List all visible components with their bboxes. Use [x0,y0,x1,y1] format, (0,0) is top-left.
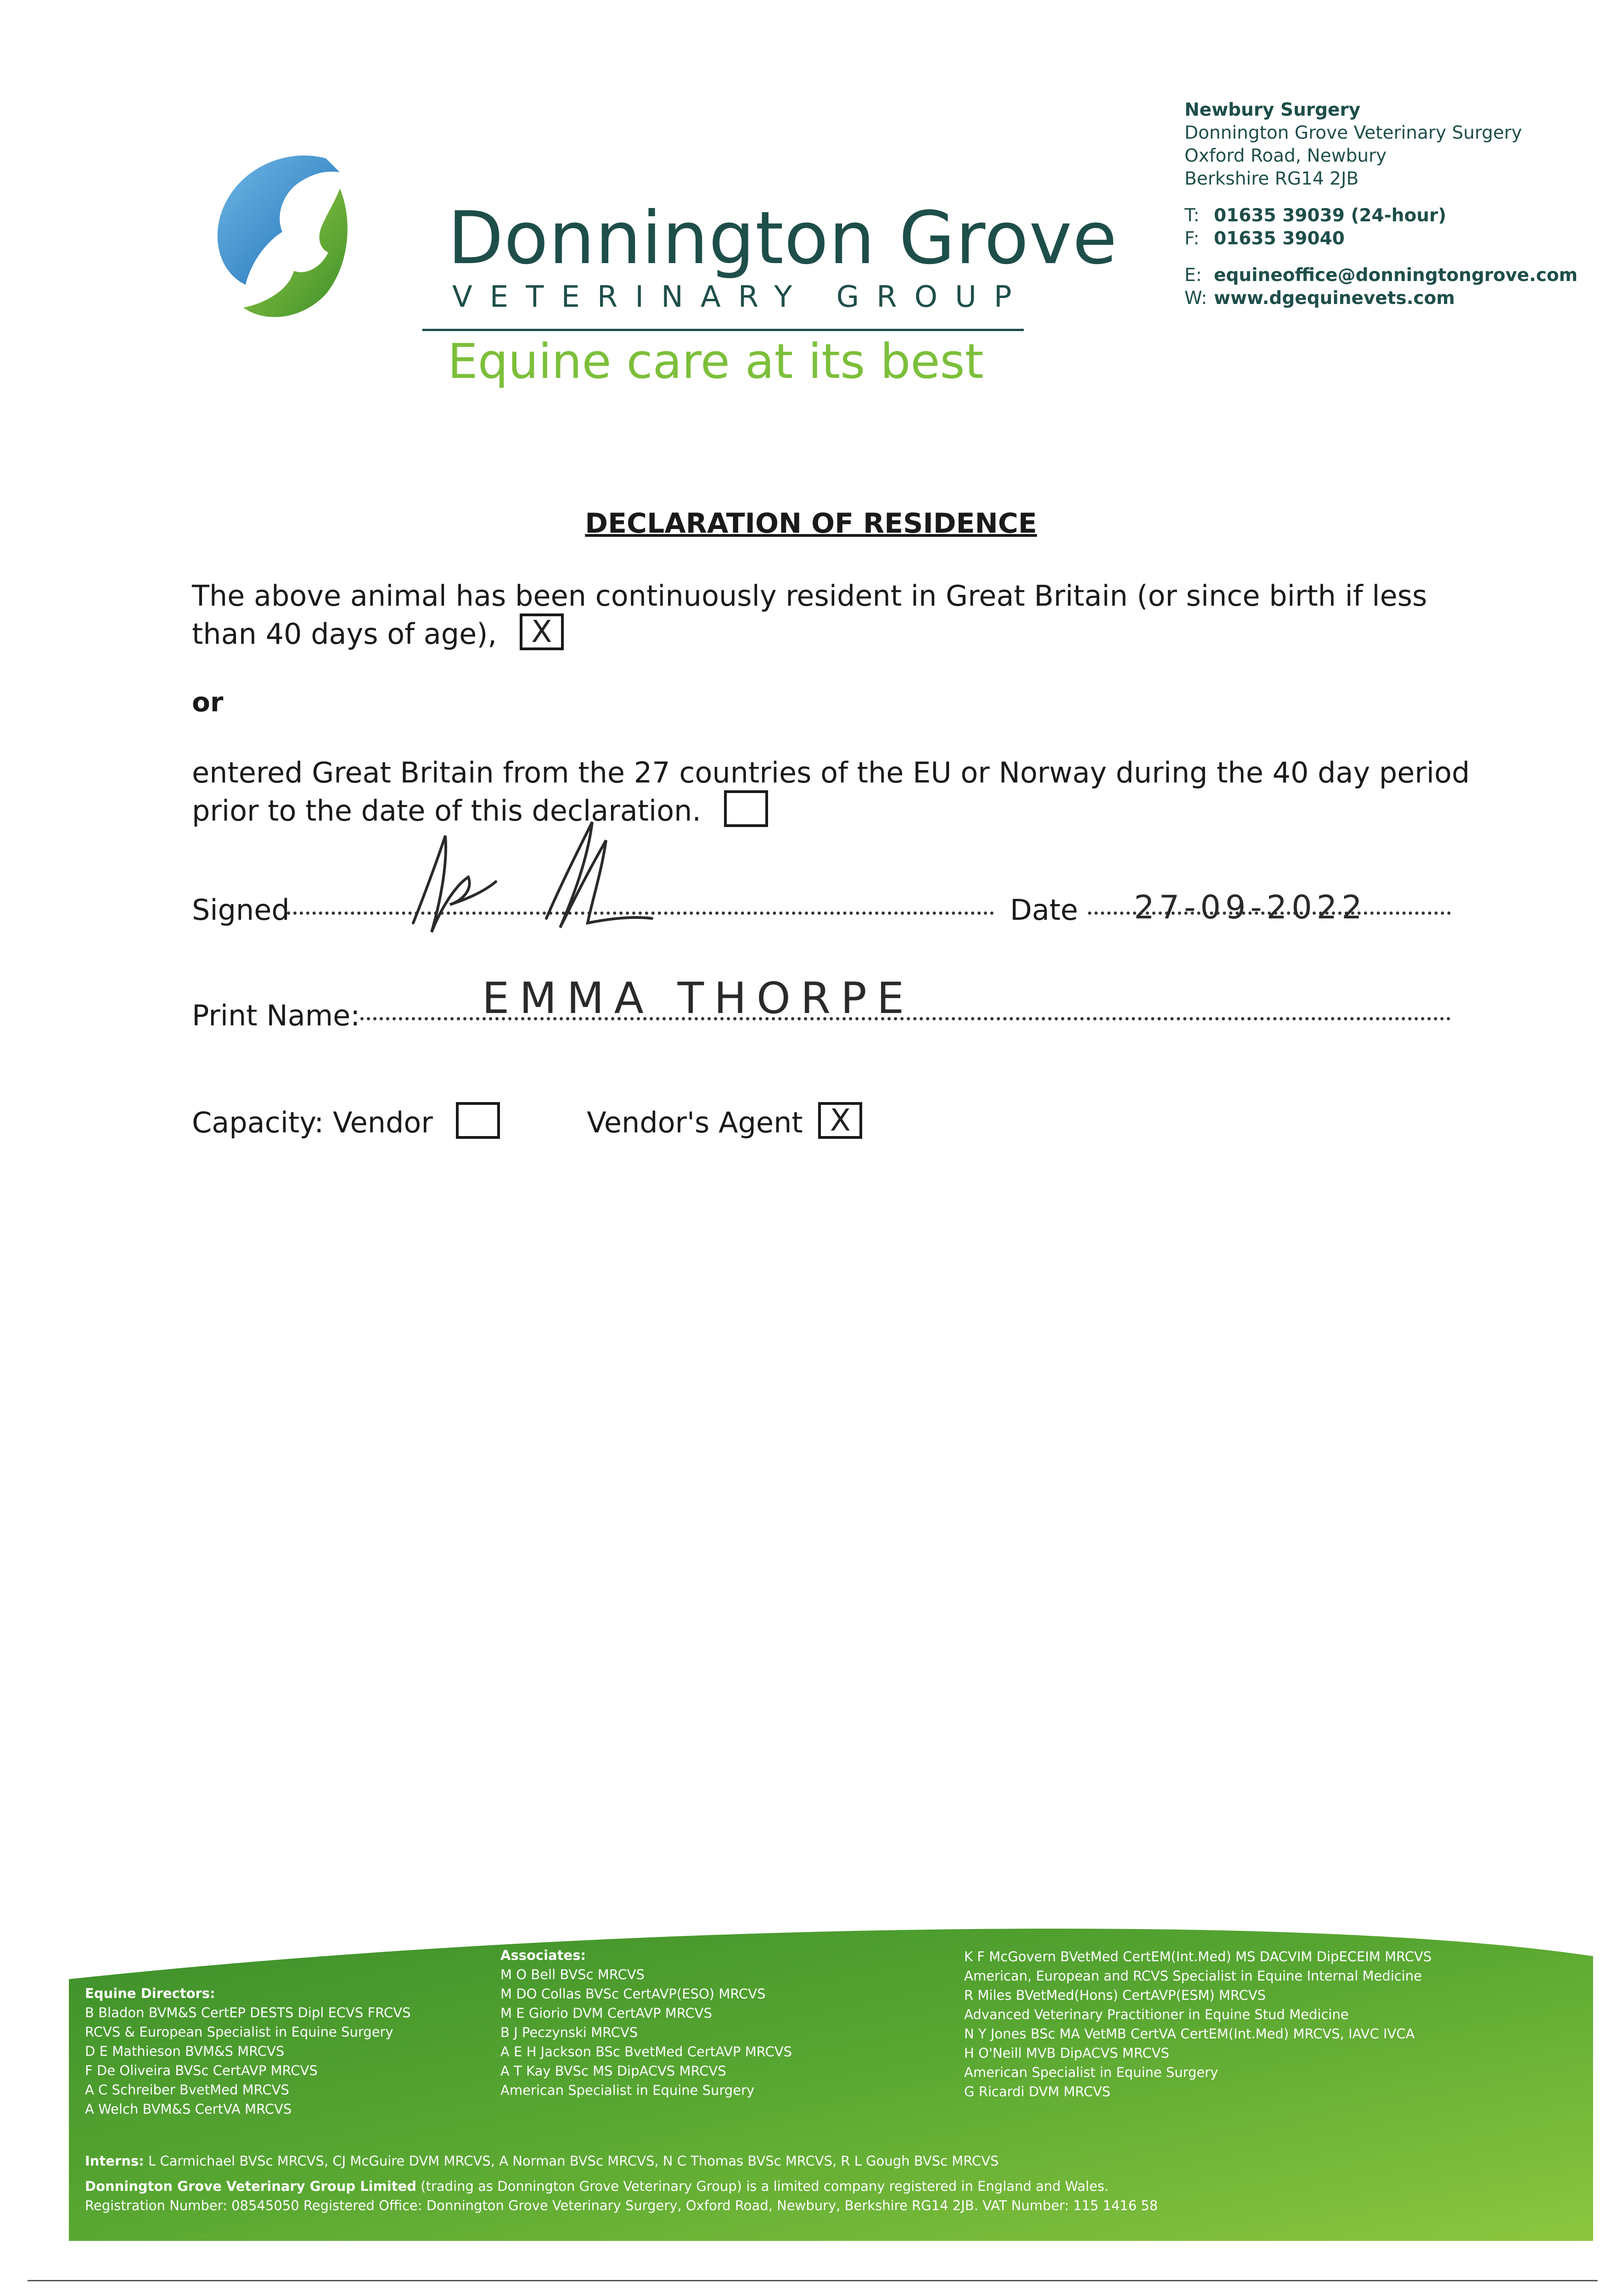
interns-names: L Carmichael BVSc MRCVS, CJ McGuire DVM MRCVS, A Norman BVSc MRCVS, N C Thomas BVSc MRCVS, R L Gough BVSc MRCVS [148,2153,999,2169]
signed-label: Signed [192,893,290,927]
director-entry: F De Oliveira BVSc CertAVP MRCVS [85,2063,318,2078]
surgery-name: Newbury Surgery [1184,100,1361,120]
fax-row [1184,227,1598,250]
residence-checkbox-1[interactable] [520,613,564,650]
contact-block [1184,99,1598,310]
associate-entry: American Specialist in Equine Surgery [500,2082,755,2098]
registration-line: Registration Number: 08545050 Registered Office: Donnington Grove Veterinary Surgery, Oxford Road, Newbury, Berkshire RG14 2JB. VAT Number: 115 1416 58 [85,2198,1158,2213]
fax-label: F: [1184,228,1200,249]
print-name-value: EMMA THORPE [482,974,915,1024]
associate-entry: B J Peczynski MRCVS [500,2025,638,2040]
associates-list [500,1946,792,2100]
specialist-entry: American, European and RCVS Specialist in Equine Internal Medicine [964,1968,1422,1984]
associate-entry: M O Bell BVSc MRCVS [500,1967,645,1982]
specialist-entry: K F McGovern BVetMed CertEM(Int.Med) MS DACVIM DipECEIM MRCVS [964,1949,1432,1964]
interns-line [85,2151,999,2171]
telephone-row [1184,204,1598,227]
residence-statement-1 [192,579,1477,652]
directors-heading: Equine Directors: [85,1986,215,2001]
brand-subtitle: VETERINARY GROUP [452,280,1029,314]
brand-divider [422,329,1024,331]
vendors-agent-label: Vendor's Agent [587,1106,803,1139]
associates-heading: Associates: [500,1947,586,1963]
company-name: Donnington Grove Veterinary Group Limited [85,2178,417,2194]
capacity-row [192,1102,862,1139]
capacity-vendor-label: Capacity: Vendor [192,1106,433,1139]
telephone-label: T: [1184,205,1200,226]
date-label: Date [1010,893,1078,927]
address-line-2: Oxford Road, Newbury [1184,146,1387,166]
email-label: E: [1184,265,1202,286]
director-entry: B Bladon BVM&S CertEP DESTS Dipl ECVS FRCVS [85,2005,411,2020]
checkbox-mark: X [531,614,552,649]
checkbox-mark: X [830,1103,851,1138]
email-row [1184,264,1598,287]
company-description: (trading as Donnington Grove Veterinary Group) is a limited company registered in England and Wales. [416,2178,1109,2194]
residence-text-2: entered Great Britain from the 27 countries of the EU or Norway during the 40 day period prior to the date of this declaration. [192,756,1470,827]
residence-statement-2 [192,755,1477,828]
page-bottom-rule [28,2280,1598,2281]
company-info [85,2177,1158,2215]
specialist-entry: Advanced Veterinary Practitioner in Equine Stud Medicine [964,2007,1349,2022]
brand-tagline: Equine care at its best [448,333,984,389]
associate-entry: A E H Jackson BSc BvetMed CertAVP MRCVS [500,2044,792,2060]
residence-checkbox-2[interactable] [724,790,768,827]
print-name-label: Print Name: [192,999,360,1032]
company-line [85,2177,1158,2196]
web-address: www.dgequinevets.com [1214,288,1455,309]
associate-entry: M DO Collas BVSc CertAVP(ESO) MRCVS [500,1986,766,2002]
directors-list [85,1984,411,2119]
vendor-checkbox[interactable] [456,1102,500,1139]
brand-name: Donnington Grove [448,196,1118,281]
telephone-number: 01635 39039 (24-hour) [1214,205,1447,226]
handwritten-signature [395,808,689,946]
director-entry: RCVS & European Specialist in Equine Surgery [85,2024,393,2040]
specialist-entry: G Ricardi DVM MRCVS [964,2084,1111,2099]
or-separator: or [192,687,224,718]
residence-text-1: The above animal has been continuously resident in Great Britain (or since birth if less than 40 days of age), [192,579,1427,651]
date-value: 27-09-2022 [1134,889,1367,926]
specialist-entry: R Miles BVetMed(Hons) CertAVP(ESM) MRCVS [964,1987,1266,2003]
director-entry: D E Mathieson BVM&S MRCVS [85,2043,285,2059]
associate-entry: A T Kay BVSc MS DipACVS MRCVS [500,2063,726,2079]
horse-logo-icon [202,138,386,331]
associate-entry: M E Giorio DVM CertAVP MRCVS [500,2005,713,2021]
declaration-title: DECLARATION OF RESIDENCE [585,507,1037,540]
interns-heading: Interns: [85,2153,144,2169]
address-line-3: Berkshire RG14 2JB [1184,169,1359,189]
email-address: equineoffice@donningtongrove.com [1214,265,1578,286]
director-entry: A Welch BVM&S CertVA MRCVS [85,2101,292,2117]
specialist-entry: H O'Neill MVB DipACVS MRCVS [964,2045,1169,2061]
specialist-entry: American Specialist in Equine Surgery [964,2065,1218,2080]
specialist-entry: N Y Jones BSc MA VetMB CertVA CertEM(Int.Med) MRCVS, IAVC IVCA [964,2026,1415,2042]
web-label: W: [1184,288,1207,309]
specialists-list [964,1947,1431,2101]
director-entry: A C Schreiber BvetMed MRCVS [85,2082,289,2098]
address-line-1: Donnington Grove Veterinary Surgery [1184,123,1522,143]
fax-number: 01635 39040 [1214,228,1345,249]
web-row [1184,287,1598,310]
vendors-agent-checkbox[interactable] [818,1102,862,1139]
